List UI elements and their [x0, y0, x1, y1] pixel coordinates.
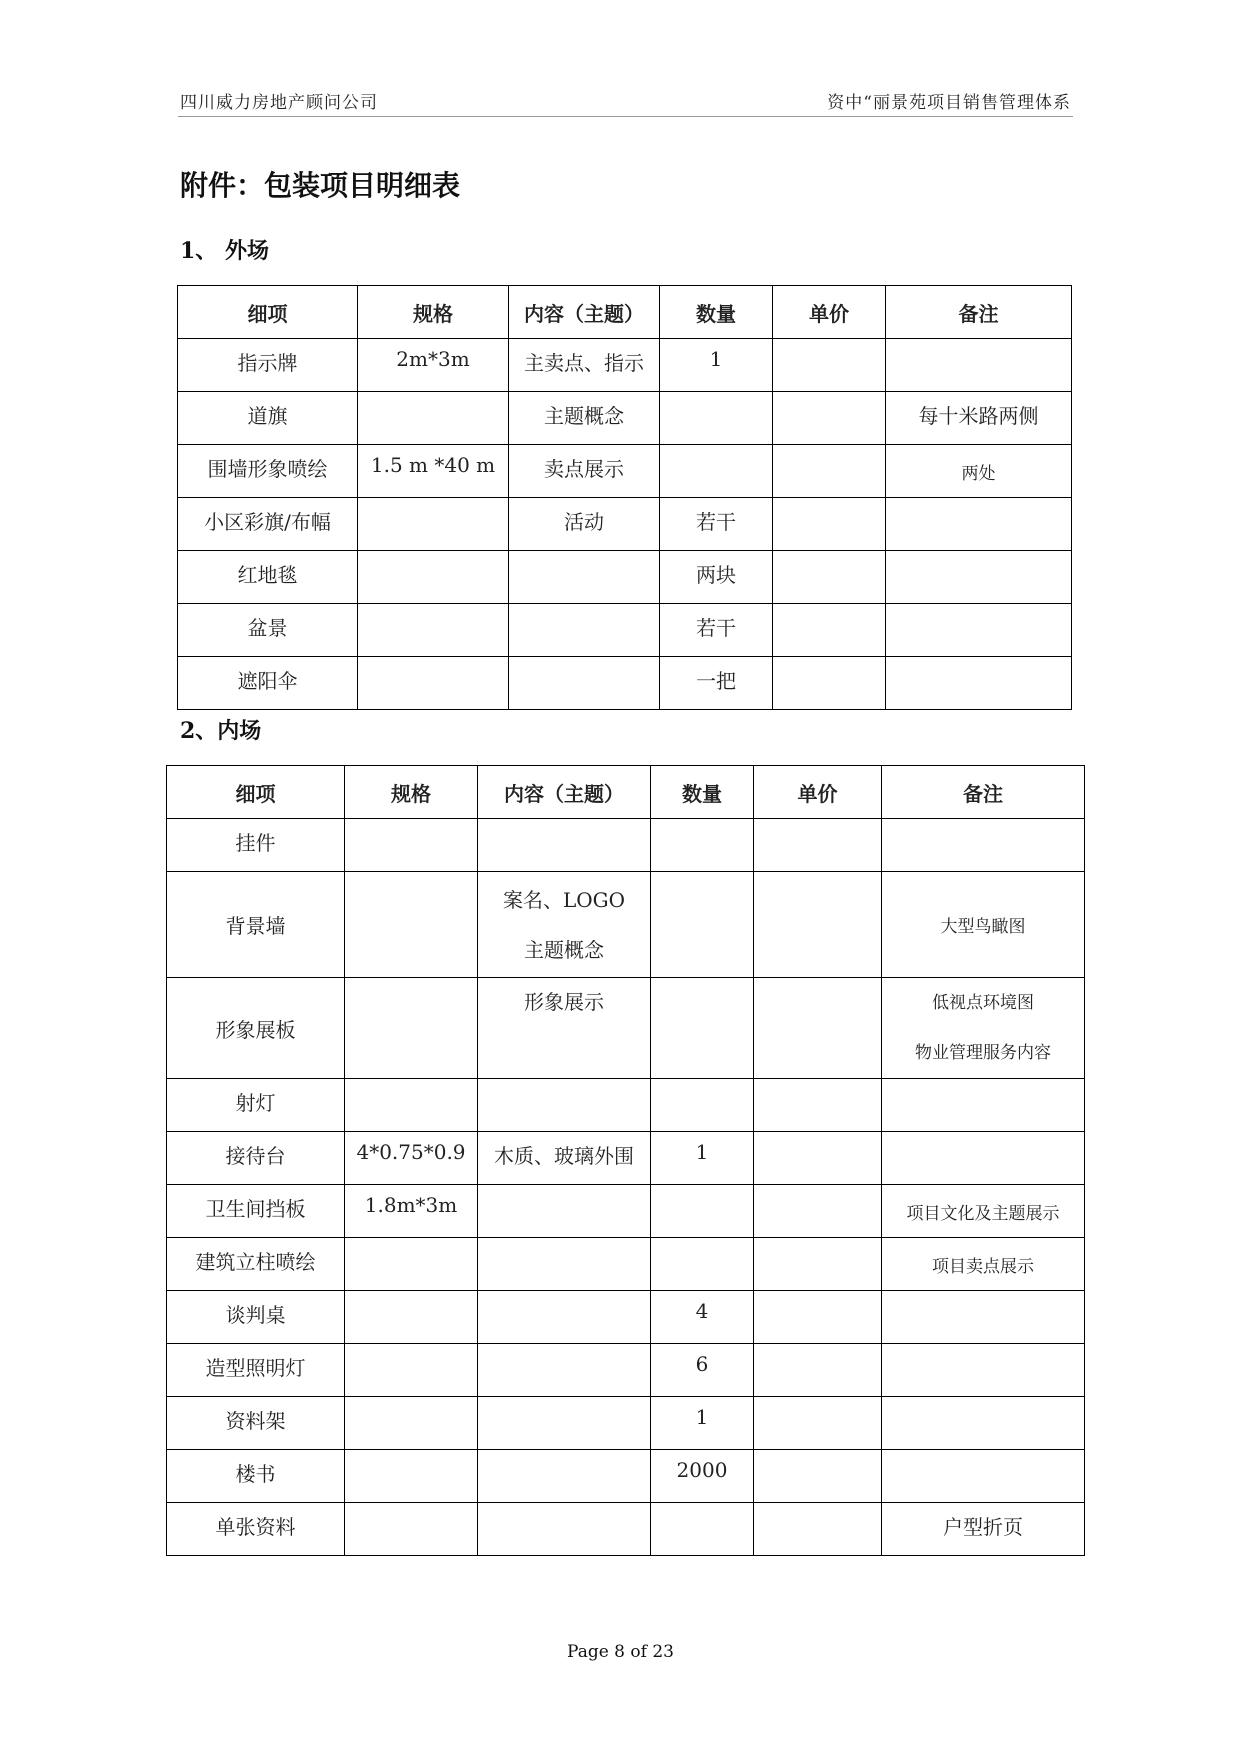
- price-cell: [754, 1450, 882, 1503]
- table-row: [167, 1291, 1085, 1344]
- spec-cell: [345, 1450, 478, 1503]
- note-cell-line: 项目文化及主题展示: [906, 1203, 1060, 1224]
- header-rule: [178, 116, 1073, 117]
- item-cell: 挂件: [167, 819, 345, 872]
- note-cell: [882, 978, 1085, 1079]
- price-cell: [754, 1238, 882, 1291]
- spec-cell: [345, 1344, 478, 1397]
- price-cell: [754, 1344, 882, 1397]
- table-cell: 一把: [660, 657, 773, 710]
- qty-cell: 1: [651, 1397, 754, 1450]
- section-heading-outdoor: 1、 外场: [180, 238, 269, 264]
- column-header: 内容（主题）: [478, 766, 651, 819]
- item-cell: 背景墙: [167, 872, 345, 978]
- table-cell: 卖点展示: [509, 445, 660, 498]
- table-cell: [660, 392, 773, 445]
- qty-cell: 6: [651, 1344, 754, 1397]
- item-cell: 卫生间挡板: [167, 1185, 345, 1238]
- price-cell: [754, 978, 882, 1079]
- content-cell: [478, 978, 651, 1079]
- table-cell: 1: [660, 339, 773, 392]
- table-cell: [509, 551, 660, 604]
- table-cell: 盆景: [178, 604, 358, 657]
- spec-cell: [345, 1397, 478, 1450]
- table-row: [167, 1397, 1085, 1450]
- table-cell: 主卖点、指示: [509, 339, 660, 392]
- table-cell: [773, 604, 886, 657]
- content-cell: [478, 819, 651, 872]
- table-row: [178, 498, 1072, 551]
- table-cell: [773, 657, 886, 710]
- table-cell: 两块: [660, 551, 773, 604]
- price-cell: [754, 1397, 882, 1450]
- item-cell: 建筑立柱喷绘: [167, 1238, 345, 1291]
- table-row: [178, 604, 1072, 657]
- table-row: [167, 1450, 1085, 1503]
- table-cell: [358, 551, 509, 604]
- column-header: 规格: [358, 286, 509, 339]
- content-cell: [478, 1291, 651, 1344]
- indoor-table: [166, 765, 1085, 1556]
- table-cell: 指示牌: [178, 339, 358, 392]
- table-cell: 小区彩旗/布幅: [178, 498, 358, 551]
- column-header: 细项: [167, 766, 345, 819]
- note-cell-line: 户型折页: [943, 1515, 1023, 1539]
- table-cell: [509, 604, 660, 657]
- table-row: [167, 1185, 1085, 1238]
- table-cell: 红地毯: [178, 551, 358, 604]
- price-cell: [754, 1079, 882, 1132]
- item-cell: 单张资料: [167, 1503, 345, 1556]
- price-cell: [754, 1291, 882, 1344]
- note-cell: [882, 819, 1085, 872]
- table-row: [178, 445, 1072, 498]
- table-cell: 围墙形象喷绘: [178, 445, 358, 498]
- content-cell: [478, 1132, 651, 1185]
- table-cell: 主题概念: [509, 392, 660, 445]
- note-cell-line: 物业管理服务内容: [915, 1043, 1051, 1063]
- note-cell: [882, 1503, 1085, 1556]
- spec-cell: 4*0.75*0.9: [345, 1132, 478, 1185]
- table-cell: [358, 392, 509, 445]
- column-header: 单价: [754, 766, 882, 819]
- content-cell: [478, 1344, 651, 1397]
- qty-cell: [651, 1503, 754, 1556]
- spec-cell: [345, 819, 478, 872]
- note-cell: [882, 872, 1085, 978]
- item-cell: 接待台: [167, 1132, 345, 1185]
- table-cell: [886, 498, 1072, 551]
- content-cell: [478, 1079, 651, 1132]
- content-cell-line: 形象展示: [524, 990, 604, 1014]
- table-header-row: [178, 286, 1072, 339]
- spec-cell: 1.8m*3m: [345, 1185, 478, 1238]
- header-document: 资中“丽景苑项目销售管理体系: [827, 93, 1071, 113]
- table-cell: [886, 551, 1072, 604]
- content-cell-line: 主题概念: [524, 937, 604, 962]
- table-cell: [886, 604, 1072, 657]
- qty-cell: 4: [651, 1291, 754, 1344]
- table-cell: [886, 339, 1072, 392]
- note-cell: [882, 1450, 1085, 1503]
- qty-cell: [651, 1238, 754, 1291]
- spec-cell: [345, 872, 478, 978]
- price-cell: [754, 1503, 882, 1556]
- table-row: [178, 657, 1072, 710]
- price-cell: [754, 819, 882, 872]
- qty-cell: 1: [651, 1132, 754, 1185]
- table-row: [167, 819, 1085, 872]
- column-header: 数量: [651, 766, 754, 819]
- item-cell: 资料架: [167, 1397, 345, 1450]
- column-header: 规格: [345, 766, 478, 819]
- note-cell-line: 大型鸟瞰图: [940, 917, 1026, 937]
- section-heading-indoor: 2、内场: [180, 718, 262, 744]
- price-cell: [754, 872, 882, 978]
- note-cell: [882, 1238, 1085, 1291]
- column-header: 备注: [882, 766, 1085, 819]
- content-cell: [478, 1238, 651, 1291]
- column-header: 单价: [773, 286, 886, 339]
- spec-cell: [345, 1503, 478, 1556]
- table-row: [167, 1079, 1085, 1132]
- content-cell: [478, 1397, 651, 1450]
- item-cell: 形象展板: [167, 978, 345, 1079]
- outdoor-table: [177, 285, 1072, 710]
- table-cell: 若干: [660, 498, 773, 551]
- spec-cell: [345, 1079, 478, 1132]
- table-cell: [886, 657, 1072, 710]
- table-cell: 道旗: [178, 392, 358, 445]
- table-cell: [773, 551, 886, 604]
- note-cell: [882, 1132, 1085, 1185]
- table-cell: [773, 392, 886, 445]
- table-row: [167, 978, 1085, 1079]
- table-cell: [773, 445, 886, 498]
- table-cell: 活动: [509, 498, 660, 551]
- table-row: [167, 1238, 1085, 1291]
- table-row: [167, 1503, 1085, 1556]
- table-cell: 2m*3m: [358, 339, 509, 392]
- note-cell: [882, 1344, 1085, 1397]
- table-row: [167, 872, 1085, 978]
- qty-cell: [651, 978, 754, 1079]
- table-cell: [358, 604, 509, 657]
- item-cell: 射灯: [167, 1079, 345, 1132]
- column-header: 备注: [886, 286, 1072, 339]
- item-cell: 谈判桌: [167, 1291, 345, 1344]
- page-footer: Page 8 of 23: [567, 1642, 674, 1662]
- column-header: 内容（主题）: [509, 286, 660, 339]
- column-header: 细项: [178, 286, 358, 339]
- table-row: [167, 1344, 1085, 1397]
- note-cell: [882, 1079, 1085, 1132]
- table-cell: [660, 445, 773, 498]
- note-cell-line: 低视点环境图: [932, 993, 1034, 1013]
- content-cell: [478, 1503, 651, 1556]
- table-cell: 每十米路两侧: [886, 392, 1072, 445]
- table-cell: [358, 657, 509, 710]
- note-cell: [882, 1185, 1085, 1238]
- table-row: [167, 1132, 1085, 1185]
- table-cell: 遮阳伞: [178, 657, 358, 710]
- content-cell-line: 木质、玻璃外围: [494, 1144, 634, 1168]
- table-cell: [358, 498, 509, 551]
- table-cell: [773, 498, 886, 551]
- qty-cell: 2000: [651, 1450, 754, 1503]
- table-row: [178, 339, 1072, 392]
- qty-cell: [651, 1185, 754, 1238]
- table-cell: [773, 339, 886, 392]
- spec-cell: [345, 1238, 478, 1291]
- qty-cell: [651, 872, 754, 978]
- content-cell-line: 案名、LOGO: [502, 887, 626, 912]
- note-cell: [882, 1291, 1085, 1344]
- note-cell: [882, 1397, 1085, 1450]
- spec-cell: [345, 978, 478, 1079]
- table-cell: [509, 657, 660, 710]
- price-cell: [754, 1132, 882, 1185]
- content-cell: [478, 1185, 651, 1238]
- table-cell: 若干: [660, 604, 773, 657]
- page-title: 附件：包装项目明细表: [180, 169, 461, 202]
- qty-cell: [651, 1079, 754, 1132]
- spec-cell: [345, 1291, 478, 1344]
- qty-cell: [651, 819, 754, 872]
- table-cell: 两处: [886, 445, 1072, 498]
- header-company: 四川威力房地产顾问公司: [180, 93, 378, 113]
- table-cell: 1.5 m *40 m: [358, 445, 509, 498]
- price-cell: [754, 1185, 882, 1238]
- table-row: [178, 392, 1072, 445]
- note-cell-line: 项目卖点展示: [932, 1256, 1034, 1277]
- column-header: 数量: [660, 286, 773, 339]
- content-cell: [478, 1450, 651, 1503]
- content-cell: [478, 872, 651, 978]
- table-row: [178, 551, 1072, 604]
- item-cell: 楼书: [167, 1450, 345, 1503]
- item-cell: 造型照明灯: [167, 1344, 345, 1397]
- table-header-row: [167, 766, 1085, 819]
